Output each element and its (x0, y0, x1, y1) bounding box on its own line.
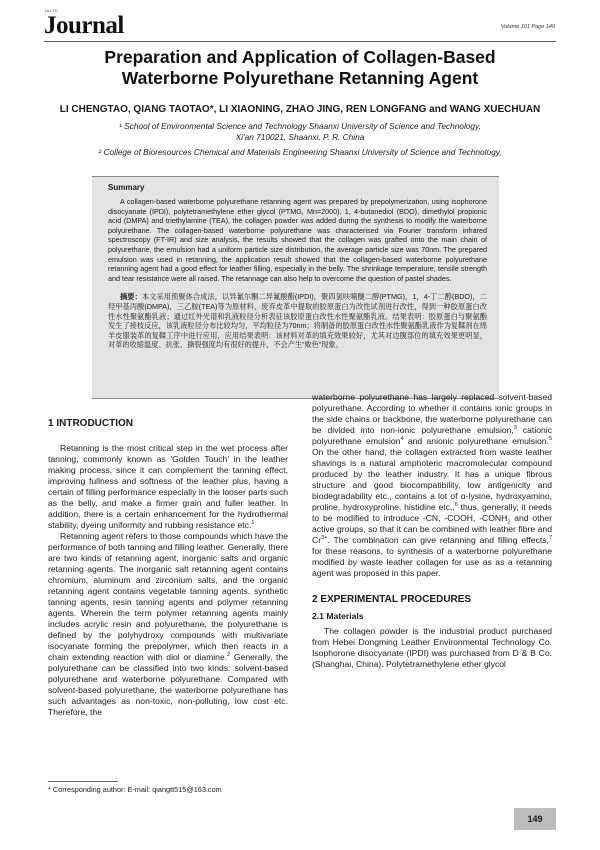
experimental-heading: 2 EXPERIMENTAL PROCEDURES (312, 594, 472, 605)
authors: LI CHENGTAO, QIANG TAOTAO*, LI XIAONING, ZHAO JING, REN LONGFANG and WANG XUECHUAN (59, 104, 541, 115)
intro-heading: 1 INTRODUCTION (48, 418, 133, 429)
intro-paragraph-1: Retanning is the most critical step in the wet process after tanning, commonly known as 'Golden Touch' in the leather making process, since it can complement the tanning effect, improving fullness and softness of the leather plus, having a certain of filling performance especially in the looser parts such as the belly, and make a firmer grain and fuller leather. In addition, there is a certain enhancement for the hydrothermal stability, dyeing uniformity and rubbing resistance etc.$^1$ (48, 443, 288, 530)
right-column (312, 392, 552, 670)
summary-heading: Summary (108, 183, 145, 192)
journal-logo (44, 8, 124, 37)
article-title (40, 47, 560, 89)
page-number: 149 (514, 808, 556, 830)
footnote-rule (48, 781, 118, 782)
materials-paragraph: The collagen powder is the industrial product purchased from Hebei Dongming Leather Environmental Technology Co. Isophorone disocyanate (IPDI) was purchased from D & B Co. (Shanghai, China). Polytetramethylene ether glycol (312, 626, 552, 669)
title-line-1: Preparation and Application of Collagen-Based (104, 47, 496, 67)
affiliation-1 (20, 121, 580, 143)
materials-subheading: 2.1 Materials (312, 611, 364, 621)
summary-box (92, 176, 499, 399)
chinese-abstract-label: 摘要： (120, 292, 142, 302)
chinese-abstract (108, 292, 487, 350)
journal-name: Journal (44, 12, 124, 39)
header-rule (44, 41, 556, 42)
left-column (48, 418, 288, 718)
intro-paragraph-continued: waterborne polyurethane has largely replaced solvent-based polyurethane. According to whether it contains ionic groups in the side chains or backbone, the waterborne polyurethane can be divided into non-ionic polyurethane emulsion,$^3$ cationic polyurethane emulsion$^4$ and anionic polyurethane emulsion.$^5$ On the other hand, the collagen extracted from waste leather shavings is a natural amphoteric macromolecular compound produced by the leather industry. It has a unique fibrous structure and good biocompatibility, low antigenicity and biodegradability etc., contains a lot of α-lysine, hydroxyamino, proline, hydroxyproline, histidine etc.,$^6$ thus, generally, it needs to be modified to introduce -CN, -COOH, $-CONH_2$ and other active groups, so that it can be combined with leather fibre and $Cr^{3+}$. The combination can give retanning and filling effects,$^7$ for these reasons, to synthesis of a waterborne polyurethane modified by waste leather collagen for use as as a retanning agent was proposed in this paper. (312, 392, 552, 578)
affiliation-1-line-1: ¹ School of Environmental Science and Technology Shaanxi University of Science and Technology, (119, 121, 481, 131)
affiliation-2: ² College of Bioresources Chemical and Materials Engineering Shaanxi University of Science and Technology, (98, 147, 502, 157)
volume-page: Volume 101 Page 149 (500, 24, 555, 30)
affiliation-1-line-2: Xi'an 710021, Shaanxi, P. R. China (235, 132, 365, 142)
summary-text: A collagen-based waterborne polyurethane retanning agent was prepared by prepolymerization, using isophorone disocyanate (IPDI), polytetramethylene ether glycol (PTMG, Mn=2000), 1, 4-butanediol (BDO), dimethylol propionic acid (DMPA) and triethylamine (TEA), the collagen powder was added during the synthesis to modify the waterborne polyurethane. The collagen-based waterborne polyurethane was characterised via Fourier transform infrared spectroscopy (FT-IR) and size analysis, the results showed that the collagen was grafted onto the main chain of polyurethane, the emulsion had a uniform particle size distribution, the average particle size was 70nm. The prepared emulsion was used in retanning, the application result showed that the collagen-based waterborne polyurethane retanning agent had a good effect for leather filling, especially in the belly. The shrinkage temperature, tensile strength and tear resistance were all raised. The retannage can also help to overcome the question of pastel shades. (108, 197, 487, 283)
chinese-abstract-text: 本文采用预聚体合成法，以异氰尔酮二异氰酸酯(IPDI)，聚四氢呋喃醚二醇(PTMG)，1，4-丁二醇(BDO)，二羟甲基丙酸(DMPA)，三乙胺(TEA)等为原材料，废弃皮革中提取的胶原蛋白为改性试剂进行改性，得到一种胶原蛋白改性水性聚氨酯乳液；通过红外光谱和乳液粒径分析表征该胶原蛋白改性水性聚氨酯乳液。结果表明：胶原蛋白与聚氨酯发生了接枝反应，该乳液粒径分布比较均匀，平均粒径为70nm；将制备的胶原蛋白改性水性聚氨酯乳液作为复鞣剂在绵羊皮服装革的复鞣工序中进行应用，应用结果表明：该材料对革的填充效果较好，尤其对边腹部位的填充效果更明显，对革的收缩温度、抗张、撕裂强度均有很好的提升，不会产生“败色”现象。 (108, 292, 487, 350)
journal-abbrev: JALTC (44, 8, 59, 13)
corresponding-author-footnote: * Corresponding author: E-mail: qiangtt515@163.com (48, 785, 222, 794)
intro-paragraph-2: Retanning agent refers to those compounds which have the performance of both tanning and filling leather. Generally, there are two kinds of retanning agent, inorganic salts and organic retanning agents. The inorganic salt retanning agent contains chromium, aluminum and zirconium salts, and the organic retanning agent contains vegetable tanning agents, synthetic tanning agents, resin tanning agents and polymer retanning agents. Wherein the term polymer retanning agents mainly includes acrylic resin and polyurethane, the polyurethane is defined by the polyhydroxy compounds with multivariate isocyanate forming the prepolymer, which then reacts in a chain extending reaction with diol or diamine.$^2$ Generally, the polyurethane can be classified into two kinds: solvent-based polyurethane and waterborne polyurethane. Compared with solvent-based polyurethane, the waterborne polyurethane has such advantages as non-toxic, non-polluting, low cost etc. Therefore, the (48, 531, 288, 717)
title-line-2: Waterborne Polyurethane Retanning Agent (121, 68, 479, 88)
